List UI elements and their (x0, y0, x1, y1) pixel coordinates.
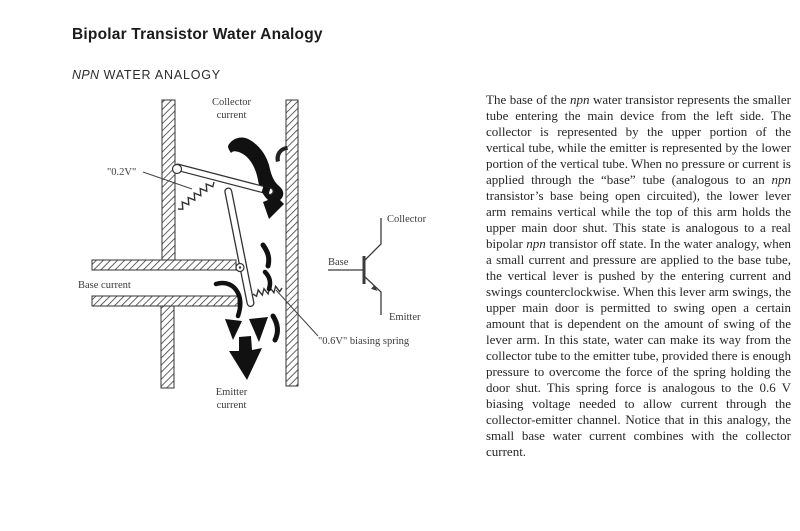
symbol-emitter-label: Emitter (389, 312, 421, 323)
water-analogy-figure (70, 88, 465, 433)
door-pivot (173, 165, 182, 174)
body-text-npn: npn (569, 92, 590, 107)
base-flow-arrow (216, 283, 242, 340)
right-wall (286, 100, 298, 386)
body-text-segment: transistor’s base being open circuited), the lower lever arm remains vertical while the top of this arm holds the upper main door shut. This state is analogous to a real bipolar (486, 188, 791, 251)
section-heading-rest: WATER ANALOGY (99, 68, 221, 82)
symbol-collector-label: Collector (387, 214, 427, 225)
tube-walls (92, 100, 298, 388)
emitter-current-label-line1: Emitter (215, 387, 248, 398)
emitter-current-label-line2: current (216, 400, 247, 411)
section-heading (72, 68, 221, 82)
body-text-npn: npn (771, 172, 791, 187)
lever-pivot-dot (239, 266, 241, 268)
left-wall-upper (162, 100, 175, 260)
body-paragraph (486, 92, 791, 460)
symbol-base-label: Base (328, 257, 349, 268)
page-title: Bipolar Transistor Water Analogy (72, 26, 323, 43)
collector-current-label-line2: current (216, 110, 247, 121)
symbol-emitter-lead (365, 277, 381, 315)
body-text-segment: transistor off state. In the water analogy, when a small current and pressure are applied to the base tube, the vertical lever is pushed by the entering current and swings counterclockwise. When this lever arm swings, the upper main door is permitted to swing open a certain amount that is dependent on the amount of swing of the lever arm. In this state, water can make its way from the collector tube to the emitter tube, provided there is enough pressure to overcome the force of the spring holding the door shut. This spring force is analogous to the 0.6 V biasing voltage needed to allow current through the collector-emitter channel. Notice that in this analogy, the small base water current combines with the collector current. (486, 236, 791, 459)
body-text-npn: npn (526, 236, 546, 251)
base-tube-lower-wall (92, 296, 238, 306)
collector-flow-arrow (228, 138, 284, 219)
base-tube-upper-wall (92, 260, 236, 270)
left-wall-lower (161, 306, 174, 388)
spring-06v-label: "0.6V" biasing spring (318, 336, 410, 347)
body-text-segment: water transistor represents the smaller tube entering the main device from the left side. The collector is represented by the upper portion of the vertical tube, while the emitter is represented by the lower portion of the vertical tube. When no pressure or current is applied through the “base” tube (analogous to an (486, 92, 791, 187)
base-current-label: Base current (78, 280, 131, 291)
collector-current-label-line1: Collector (211, 97, 252, 108)
body-text-segment: The base of the (486, 92, 570, 107)
symbol-collector-lead (365, 218, 381, 260)
section-heading-npn: NPN (72, 68, 100, 82)
emitter-flow-arrow (229, 336, 262, 380)
door-tip-cap (263, 189, 270, 191)
spring-02v-label: "0.2V" (107, 167, 137, 178)
figure-svg (70, 88, 465, 433)
